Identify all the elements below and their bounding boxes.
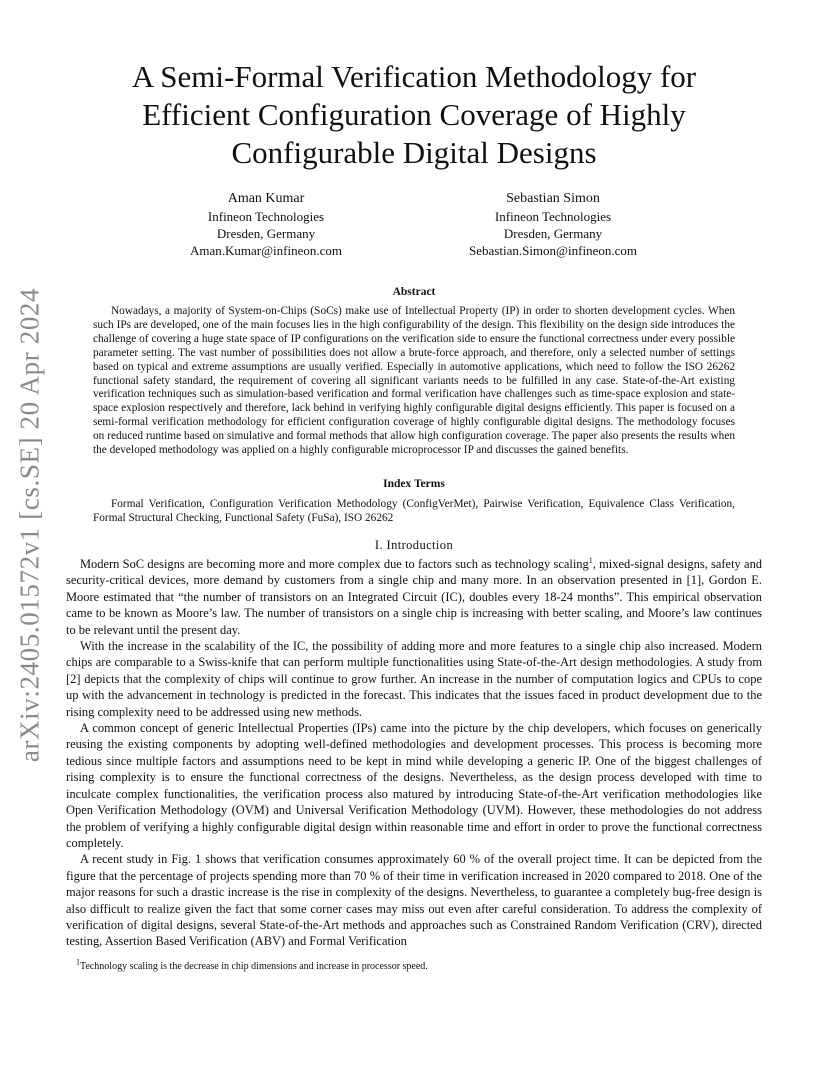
author-email[interactable]: Aman.Kumar@infineon.com: [189, 243, 343, 258]
paragraph-1: [66, 556, 762, 638]
author-name: Sebastian Simon: [506, 191, 600, 206]
section-heading: I. Introduction: [374, 538, 454, 552]
author-block-1: [160, 189, 372, 259]
paragraph-3: A common concept of generic Intellectual Properties (IPs) came into the picture by the chip developers, which focuses on generically reusing the existing components by adopting well-defined methodologies and development processes. This process is becoming more tedious since multiple factors and assumptions need to be kept in mind while developing a generic IP. One of the biggest challenges of rising complexity is to ensure the functional correctness of the designs. Nevertheless, as the design process developed with time to inculcate complex functionalities, the verification process also matured by introducing State-of-the-Art verification methodologies like Open Verification Methodology (OVM) and Universal Verification Methodology (UVM). However, these methodologies do not address the problem of verifying a highly configurable digital design within reasonable time and effort in order to prove the functional correctness completely.: [66, 721, 762, 850]
arxiv-sidebar-stamp: [10, 287, 50, 763]
paragraph-text: , mixed-signal designs, safety and security-critical devices, more demand by customers from a single chip and many more. In an observation presented in [1], Gordon E. Moore estimated that “the number of transistors on an Integrated Circuit (IC), doubles every 18-24 months”. This empirical observation came to be known as Moore’s law. The number of transistors on a single chip is increasing with better scaling, and Moore’s law continues to be relevant until the present day.: [66, 557, 763, 637]
title-line: Efficient Configuration Coverage of Highly: [142, 97, 686, 132]
abstract-heading: Abstract: [392, 286, 436, 298]
title-line: A Semi-Formal Verification Methodology for: [131, 59, 697, 94]
footnote-text: Technology scaling is the decrease in chip dimensions and increase in processor speed.: [80, 961, 428, 972]
author-email[interactable]: Sebastian.Simon@infineon.com: [469, 243, 637, 258]
author-name: Aman Kumar: [227, 191, 305, 206]
paper-title: [80, 58, 748, 172]
paragraph-text: Modern SoC designs are becoming more and more complex due to factors such as technology scaling: [80, 557, 589, 571]
section-body: [66, 556, 762, 950]
author-affiliation: Infineon Technologies: [207, 209, 325, 224]
index-terms-text: Formal Verification, Configuration Verification Methodology (ConfigVerMet), Pairwise Verification, Equivalence Class Verification, Formal Structural Checking, Functional Safety (FuSa), ISO 26262: [93, 498, 735, 524]
index-terms-heading: Index Terms: [383, 478, 445, 490]
author-location: Dresden, Germany: [503, 226, 603, 241]
footnote-ref[interactable]: 1: [588, 555, 593, 565]
arxiv-identifier: arXiv:2405.01572v1 [cs.SE] 20 Apr 2024: [14, 287, 45, 763]
author-affiliation: Infineon Technologies: [494, 209, 612, 224]
author-block-2: [440, 189, 666, 259]
paragraph-2: With the increase in the scalability of the IC, the possibility of adding more and more features to a single chip also increased. Modern chips are comparable to a Swiss-knife that can perform multiple functionalities using State-of-the-Art design methodologies. A study from [2] depicts that the complexity of chips will continue to grow further. An increase in the number of computation logics and CPUs to cope up with the advancement in technology is predicted in the forecast. This indicates that the issues faced in product development due to the rising complexity need to be addressed using new methods.: [66, 639, 762, 719]
abstract-text: Nowadays, a majority of System-on-Chips (SoCs) make use of Intellectual Property (IP) in order to shorten development cycles. When such IPs are developed, one of the main focuses lies in the high configurability of the design. This flexibility on the design side introduces the challenge of covering a huge state space of IP configurations on the verification side to ensure the functional correctness under every possible parameter setting. The vast number of possibilities does not allow a brute-force approach, and therefore, only a selected number of settings based on typical and extreme assumptions are usually verified. Especially in automotive applications, which need to follow the ISO 26262 functional safety standard, the requirement of covering all significant variants needs to be fulfilled in any case. State-of-the-Art existing verification techniques such as simulation-based verification and formal verification have challenges such as time-space explosion and state-space explosion respectively and therefore, lack behind in verifying highly configurable digital designs efficiently. This paper is focused on a semi-formal verification methodology for efficient configuration coverage of highly configurable digital designs. The methodology focuses on reduced runtime based on simulative and formal methods that allow high configuration coverage. The paper also presents the results when the developed methodology was applied on a highly configurable microprocessor IP and discusses the gained benefits.: [93, 305, 735, 457]
author-location: Dresden, Germany: [216, 226, 316, 241]
footnote: [66, 957, 762, 973]
title-line: Configurable Digital Designs: [231, 135, 597, 170]
footnote-mark: 1: [76, 957, 80, 967]
paragraph-4: A recent study in Fig. 1 shows that verification consumes approximately 60 % of the overall project time. It can be depicted from the figure that the percentage of projects spending more than 70 % of their time in verification increased in 2020 compared to 2018. One of the major reasons for such a drastic increase is the rise in complexity of the designs. Nevertheless, to guarantee a completely bug-free design is also difficult to realize given the fact that some corner cases may miss out even after careful consideration. To address the complexity of verification of digital designs, several State-of-the-Art methods and approaches such as Constrained Random Verification (CRV), directed testing, Assertion Based Verification (ABV) and Formal Verification: [66, 852, 762, 949]
